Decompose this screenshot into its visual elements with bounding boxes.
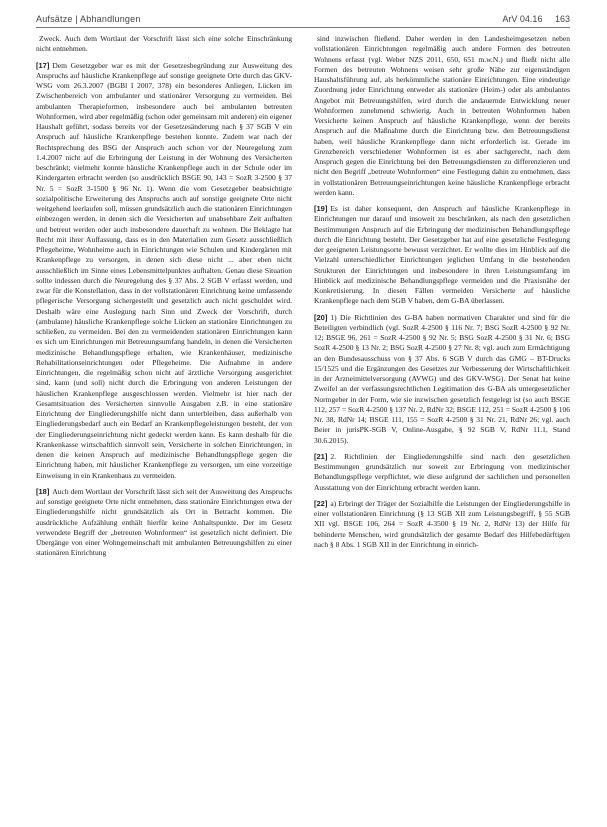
paragraph xyxy=(314,313,570,446)
paragraph-number: [22] xyxy=(314,498,328,508)
paragraph xyxy=(314,34,570,198)
paragraph-text: Zweck. Auch dem Wortlaut der Vorschrift lässt sich eine solche Einschränkung nicht entnehmen. xyxy=(36,34,292,54)
paragraph-text: Auch dem Wortlaut der Vorschrift lässt sich seit der Ausweitung des Anspruchs auf sonstige geeignete Orte nicht entnehmen, dass stationäre Einrichtungen etwa der Eingliederungshilfe nicht grundsätzlich als Ort in Betracht kommen. Die ausdrückliche Aufzählung enthält hierfür keine Anhaltspunkte. Der im Gesetz verwendete Begriff der „betreuten Wohnformen“ ist gesetzlich nicht definiert. Die Übergänge von einer Wohngemeinschaft mit ambulanten Betreuungshilfen zu einer stationären Einrichtung xyxy=(36,486,292,558)
section-label: Aufsätze | Abhandlungen xyxy=(36,14,141,24)
page-number: 163 xyxy=(554,14,570,24)
paragraph-number: [19] xyxy=(314,204,328,213)
paragraph-text: a) Erbringt der Träger der Sozialhilfe die Leistungen der Eingliederungshilfe in einer vollstationären Einrichtung (§ 13 SGB XII zum Leistungsbegriff, § 55 SGB XII vgl. BSGE 106, 264 = SozR 4-3500 § 19 Nr. 2, RdNr 13) der Hilfe für behinderte Menschen, wird grundsätzlich der gesamte Bedarf des Hilfebedürftigen nach § 8 Abs. 1 SGB XII in der Einrichtung in einrich- xyxy=(314,498,570,549)
right-column xyxy=(314,34,570,556)
header-rule xyxy=(36,27,570,28)
paragraph xyxy=(314,452,570,493)
paragraph-number: [20] xyxy=(314,312,328,322)
paragraph xyxy=(314,499,570,550)
paragraph xyxy=(36,34,292,55)
left-column xyxy=(36,34,292,565)
paragraph-text: sind inzwischen fließend. Daher werden in den Landesheimgesetzen neben vollstationären Einrichtungen regelmäßig auch andere Formen des betreuten Wohnens erfasst (vgl. Weber NZS 2011, 650, 651 m.w.N.) und fließt nicht alle Formen des betreuten Wohnens weisen sehr große Nähe zur eigenständigen Haushaltsführung auf, als herkömmliche stationäre Einrichtungen. Eine eindeutige Zuordnung jeder Einrichtung entweder als stationäre (Heim-) oder als ambulantes Angebot mit Betreuungshilfen, wird durch die andauernde Entwicklung neuer Wohnformen zunehmend schwierig. Auch in betreuten Wohnformen haben Versicherte keinen Anspruch auf häusliche Krankenpflege, wenn der bereits Anspruch auf die Maßnahme durch die Einrichtung bzw. den Betreuungsdienst haben, weil häusliche Krankenpflege dann nicht erforderlich ist. Gerade im Grenzbereich verschiedener Wohnformen ist es aber sachgerecht, nach dem Anspruch gegen die Einrichtung bei den Betreuungsdiensten zu differenzieren und nicht den Begriff „betreute Wohnformen“ eine Festlegung dahin zu entnehmen, dass in vollstationären Betreuungseinrichtungen keine häusliche Krankenpflege erbracht werden kann. xyxy=(314,34,570,197)
paragraph-number: [18] xyxy=(36,486,50,496)
paragraph xyxy=(36,61,292,481)
journal-issue: ArV 04.16 xyxy=(502,14,543,24)
paragraph xyxy=(36,487,292,559)
paragraph-text: 2. Richtlinien der Eingliederungshilfe sind nach den gesetzlichen Bestimmungen grundsätzlich nur soweit zur Erbringung von medizinischer Behandlungspflege verpflichtet, wie diese aufgrund der sachlichen und personellen Ausstattung von der Einrichtung erbracht werden kann. xyxy=(314,451,570,492)
paragraph-text: 1) Die Richtlinien des G-BA haben normativen Charakter und sind für die Beteiligten verbindlich (vgl. SozR 4-2500 § 116 Nr. 7; BSG SozR 4-2500 § 92 Nr. 12; BSGE 96, 261 = SozR 4-2500 § 92 Nr. 5; BSG SozR 4-2500 § 31 Nr. 6; BSG SozR 4-2500 § 13 Nr. 2; BSG SozR 4-2500 § 27 Nr. 8; vgl. auch zum Ermächtigung an den Bundesausschuss von § 37 Abs. 6 SGB V durch das GMG – BT-Drucks 15/1525 und die Ergänzungen des Gesetzes zur Verbesserung der Wirtschaftlichkeit in der Arzneimittelversorgung (AVWG) und des GKV-WSG). Der Senat hat keine Zweifel an der verfassungsrechtlichen Legitimation des G-BA als untergesetzlicher Normgeber in der Form, wie sie inzwischen gesetzlich festgelegt ist (so auch BSGE 112, 257 = SozR 4-2500 § 137 Nr. 2, RdNr 32; BSGE 112, 251 = SozR 4-2500 § 106 Nr. 38, RdNr 14; BSGE 111, 155 = SozR 4-2500 § 31 Nr. 21, RdNr 26; vgl. auch Beier in jurisPK-SGB V, Online-Ausgabe, § 92 SGB V, RdNr 11.1, Stand 30.6.2015). xyxy=(314,312,570,445)
journal-info xyxy=(502,14,570,24)
paragraph-text: Es ist daher konsequent, den Anspruch auf häusliche Krankenpflege in Einrichtungen nur darauf und insoweit zu beschränken, als nach den gesetzlichen Bestimmungen Anspruch auf die Erbringung der medizinischen Behandlungspflege durch die Einrichtung besteht. Der Gesetzgeber hat auf eine gesetzliche Festlegung der geeigneten Leistungsorte bewusst verzichtet. Er wollte dies im Hinblick auf die Vielzahl unterschiedlicher Einrichtungen jeglichen Umfang in die bestehenden Strukturen der Einrichtungen und insbesondere in ihren Leistungsumfang im Hinblick auf medizinische Behandlungspflege vermeiden und die Praxisnähe der Konkretisierung. In diesen Fällen vermeiden Versicherte auf häusliche Krankenpflege nach dem SGB V haben, dem G-BA überlassen. xyxy=(314,204,570,306)
paragraph xyxy=(314,204,570,307)
paragraph-number: [17] xyxy=(36,60,50,70)
paragraph-text: Dem Gesetzgeber war es mit der Gesetzesbegründung zur Ausweitung des Anspruchs auf häusliche Krankenpflege auf sonstige geeignete Orte durch das GKV-WSG vom 26.3.2007 (BGBl I 2007, 378) ein besonderes Anliegen, Lücken im Zwischenbereich von ambulanter und stationärer Versorgung zu vermeiden. Bei ambulanten Therapieformen, insbesondere auch bei ambulanten betreuten Wohnformen, wird aber regelmäßig (schon oder gemeinsam mit anderen) ein eigener Haushalt geführt, sodass bereits vor der Gesetzesänderung nach § 37 SGB V ein Anspruch auf häusliche Krankenpflege bestehen konnte. Zudem war nach der Rechtsprechung des BSG der Anspruch auch schon vor der Neuregelung zum 1.4.2007 nicht auf die Erbringung der Leistung in der Wohnung des Versicherten beschränkt; vielmehr konnte häusliche Krankenpflege auch in der Schule oder im Kindergarten erbracht werden (so ausdrücklich BSGE 90, 143 = SozR 3-2500 § 37 Nr. 5 = SozR 3-1500 § 96 Nr. 1). Wenn die vom Gesetzgeber beabsichtigte sozialpolitische Erweiterung des Anspruchs auch auf sonstige geeignete Orte nicht weitgehend leerlaufen soll, müssen grundsätzlich auch die stationären Einrichtungen einbezogen werden, in denen sich die Versicherten auf unabsehbare Zeit aufhalten und betreut werden oder auch insbesondere dauerhaft zu wohnen. Die Beklagte hat Recht mit ihrer Auffassung, dass es in den Materialien zum Gesetz ausschließlich Pflegeheime, Wohnheime auch in Einrichtungen wie Schulen und Kindergärten mit Krankenpflege zu versorgen, in denen sich diese nicht ... aber eben nicht ausschließlich im Sinne eines Lebensmittelpunktes aufhalten. Genau diese Situation sollte indessen durch die Neuregelung des § 37 Abs. 2 SGB V erfasst werden, und zwar für die Konstellation, dass in der vollstationären Einrichtung keine umfassende pflegerische Versorgung sichergestellt und gesetzlich auch nicht geschuldet wird. Deshalb wäre eine Auslegung nach Sinn und Zweck der Vorschrift, durch (ambulante) häusliche Krankenpflege solche Lücken an stationäre Einrichtungen zu schließen, zu vermeiden. Bei den zu vermeidenden stationären Einrichtungen kann es sich um Einrichtungen mit Betreuungsumfang handeln, in denen die Versicherten medizinische Behandlungspflege erhalten, wie Krankenhäuser, medizinische Rehabilitationseinrichtungen oder Pflegeheime. Die Aufnahme in andere Einrichtungen, die regelmäßig schon nicht auf ärztliche Versorgung ausgerichtet sind, kann (und soll) nicht durch die Erbringung von anderen Leistungen der häuslichen Krankenpflege ausgeschlossen werden. Vielmehr ist hier nach der Gesamtsituation des Versicherten sinnvolle Ausgaben z.B. in eine stationäre Einrichtung der Eingliederungshilfe nicht dann unterbleiben, dass außerhalb von Eingliederungsbedarf auch ein Bedarf an Krankenpflegeleistungen besteht, der von der Eingliederungseinrichtung nicht gedeckt werden kann. Es kann deshalb für die Krankenkasse wirtschaftlich sinnvoll sein, Versicherte in solchen Einrichtungen, in denen die keinen Anspruch auf medizinische Behandlungspflege gegen die Einrichtung haben, mit häuslicher Krankenpflege zu versorgen, um eine vorzeitige Einweisung in ein Krankenhaus zu vermeiden. xyxy=(36,60,292,480)
paragraph-number: [21] xyxy=(314,451,328,461)
running-header xyxy=(36,12,570,26)
